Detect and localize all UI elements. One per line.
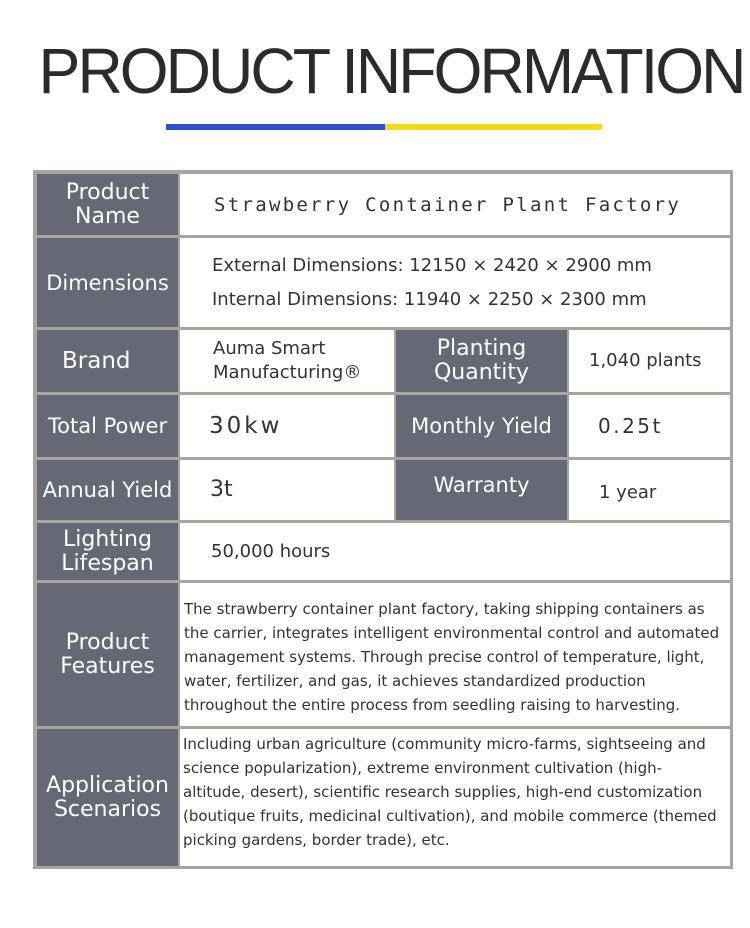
product-features-label-line1: Product (65, 629, 150, 655)
warranty-value-cell (569, 460, 730, 520)
annual-yield-label-text: Annual Yield (42, 478, 173, 502)
planting-quantity-value-cell (569, 330, 730, 392)
warranty-value: 1 year (599, 482, 657, 503)
application-scenarios-value: Including urban agriculture (community micro-farms, sightseeing and science popularization), extreme environment cultivation (high-altitude, desert), scientific research supplies, high-end customization (boutique fruits, medicinal cultivation), and mobile commerce (themed picking gardens, border trade), etc. (183, 735, 717, 849)
lighting-lifespan-label-line1: Lighting (63, 526, 152, 552)
product-name-value-cell (180, 174, 730, 235)
warranty-label-text: Warranty (433, 473, 530, 497)
lighting-lifespan-value-cell (180, 523, 730, 580)
dimensions-label (37, 238, 178, 327)
planting-quantity-value: 1,040 plants (589, 350, 702, 371)
product-info-table (33, 170, 733, 869)
total-power-label-text: Total Power (47, 414, 168, 438)
product-name-label (37, 174, 178, 235)
application-scenarios-label-line1: Application (46, 772, 169, 798)
title-underline-yellow (385, 124, 602, 130)
annual-yield-value-cell (180, 460, 394, 520)
product-features-label (37, 583, 178, 726)
product-features-value-cell (180, 583, 730, 726)
brand-value-cell (180, 330, 394, 392)
brand-label (37, 330, 178, 392)
planting-quantity-label-line2: Quantity (433, 360, 530, 385)
brand-label-text: Brand (62, 348, 131, 374)
annual-yield-value: 3t (210, 477, 233, 502)
dimensions-internal: Internal Dimensions: 11940 × 2250 × 2300 mm (212, 288, 647, 310)
application-scenarios-value-cell (180, 729, 730, 866)
page-title: PRODUCT INFORMATION (38, 35, 744, 107)
brand-value-line1: Auma Smart (213, 338, 326, 359)
monthly-yield-value: 0.25t (598, 414, 663, 438)
total-power-value-cell (180, 395, 394, 457)
lighting-lifespan-value: 50,000 hours (211, 540, 331, 562)
total-power-label (37, 395, 178, 457)
product-name-label-line2: Name (75, 203, 140, 229)
product-name-value: Strawberry Container Plant Factory (214, 193, 682, 216)
application-scenarios-label (37, 729, 178, 866)
total-power-value: 30kw (209, 413, 283, 439)
monthly-yield-value-cell (569, 395, 730, 457)
dimensions-label-text: Dimensions (46, 270, 169, 295)
product-features-label-line2: Features (60, 653, 155, 679)
lighting-lifespan-label (37, 523, 178, 580)
product-features-value: The strawberry container plant factory, taking shipping containers as the carrier, integrates intelligent environmental control and automated management systems. Through precise control of temperature, light, water, fertilizer, and gas, it achieves standardized production throughout the entire process from seedling raising to harvesting. (184, 600, 720, 714)
dimensions-value-cell (180, 238, 730, 327)
monthly-yield-label-text: Monthly Yield (411, 414, 552, 438)
application-scenarios-label-line2: Scenarios (53, 796, 162, 822)
annual-yield-label (37, 460, 178, 520)
planting-quantity-label (396, 330, 567, 392)
warranty-label (396, 460, 567, 520)
title-underline-blue (166, 124, 385, 130)
lighting-lifespan-label-line2: Lifespan (61, 550, 154, 576)
monthly-yield-label (396, 395, 567, 457)
dimensions-external: External Dimensions: 12150 × 2420 × 2900 mm (212, 254, 652, 276)
product-name-label-line1: Product (65, 179, 150, 205)
planting-quantity-label-line1: Planting (436, 336, 527, 361)
brand-value-line2: Manufacturing® (213, 362, 362, 383)
